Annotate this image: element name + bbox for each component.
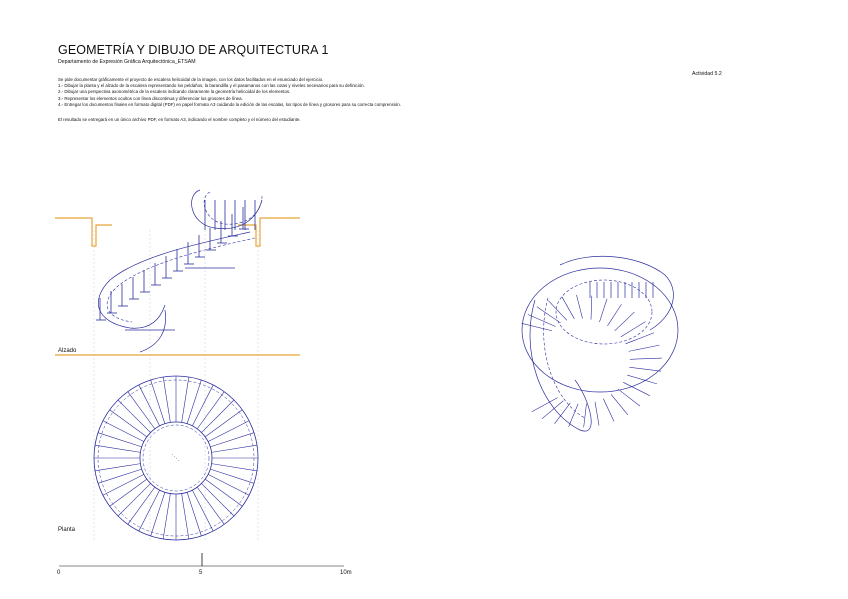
axo-tread — [577, 295, 583, 319]
axo-tread — [630, 358, 662, 359]
axo-tread — [591, 296, 592, 320]
axo-tread — [621, 322, 646, 337]
axo-tread — [618, 389, 640, 406]
plan-tread-line — [95, 445, 140, 452]
plan-tread-line — [103, 474, 144, 495]
plan-tread-line — [151, 492, 165, 536]
plan-tread-line — [98, 469, 142, 483]
scale-label-10: 10m — [340, 570, 352, 576]
axo-tread — [562, 297, 575, 319]
axo-tread — [626, 333, 654, 344]
axo-tread — [569, 404, 579, 427]
plan-tread-line — [95, 464, 140, 471]
sheet-subtitle: Departamento de Expresión Gráfica Arquitectónica_ETSAM — [58, 59, 196, 65]
plan-label: Planta — [58, 527, 76, 533]
axo-tread — [528, 314, 556, 326]
stringer-curve — [140, 310, 166, 352]
instruction-line: 1.- Dibujar la planta y el alzado de la escalera representando los peldaños, la barandilla y el pasamanos con las cotas y niveles necesarios para su definición. — [58, 83, 365, 89]
axo-tread — [603, 399, 614, 422]
activity-label: Actividad 5.2 — [692, 71, 722, 77]
elevation-view — [55, 190, 300, 540]
stringer-curve — [98, 232, 250, 328]
footnote: El resultado se entregará en un único archivo PDF, en formato A3, indicando el nombre completo y el número del estudiante. — [58, 117, 301, 122]
stringer-curve-hidden — [204, 192, 262, 224]
scale-label-0: 0 — [57, 570, 61, 576]
plan-tread-line — [212, 464, 257, 471]
plan-tread-line — [187, 380, 201, 424]
axo-tread — [584, 403, 587, 427]
plan-tread-line — [98, 433, 142, 447]
plan-tread-line — [208, 474, 249, 495]
instruction-line: 3.- Representar los elementos ocultos con línea discontinua y diferenciar los grosores de línea. — [58, 95, 243, 101]
plan-tread-line — [103, 421, 144, 442]
plan-tread-line — [163, 377, 170, 422]
plan-tread-line — [210, 433, 254, 447]
plan-tread-line — [151, 380, 165, 424]
sheet-title: GEOMETRÍA Y DIBUJO DE ARQUITECTURA 1 — [58, 43, 329, 57]
instruction-line: 2.- Dibujar una perspectiva axonométrica de la escalera indicando claramente la geometría helicoidal de los elementos. — [58, 89, 291, 95]
axo-tread — [629, 367, 661, 371]
axo-tread — [522, 323, 552, 330]
plan-tread-line — [182, 494, 189, 539]
instruction-line: 4.- Entregar los documentos finales en formato digital (PDF) en papel formato A3 cuidando la edición de las escalas, los tipos de línea y grosores para su correcta comprensión. — [58, 101, 401, 107]
plan-view — [94, 376, 258, 540]
axo-tread — [623, 382, 650, 395]
stringer-curve-hidden — [107, 238, 255, 322]
axo-tread — [607, 304, 621, 326]
scale-bar — [59, 553, 344, 566]
axo-tread — [537, 307, 561, 323]
axo-tread — [532, 398, 558, 412]
axo-outer-shell — [522, 268, 678, 392]
axo-tread — [599, 299, 607, 322]
elevation-label: Alzado — [58, 348, 77, 354]
plan-tread-line — [163, 494, 170, 539]
plan-inner-ring — [140, 422, 212, 494]
plan-tread-line — [208, 421, 249, 442]
axo-tread — [615, 312, 635, 331]
instruction-line: Se pide documentar gráficamente el proyecto de escalera helicoidal de la imagen, con los datos facilitados en el enunciado del ejercicio. — [58, 77, 324, 82]
plan-tread-line — [182, 377, 189, 422]
plan-tread-line — [192, 490, 213, 531]
axo-upper-rail — [560, 256, 673, 330]
plan-inner-rail-ring — [143, 425, 209, 491]
plan-tread-line — [139, 490, 160, 531]
plan-tread-line — [187, 492, 201, 536]
scale-label-5: 5 — [199, 570, 203, 576]
axo-helix-edge-hidden — [544, 298, 585, 418]
axo-tread — [611, 394, 628, 414]
upper-slab-left — [55, 218, 112, 246]
plan-center-mark — [172, 454, 180, 462]
stringer-curve — [192, 190, 262, 229]
axonometric-view — [522, 256, 678, 431]
plan-tread-line — [192, 385, 213, 426]
axo-tread — [629, 345, 660, 351]
plan-tread-line — [210, 469, 254, 483]
axo-tread — [595, 402, 599, 426]
plan-tread-line — [212, 445, 257, 452]
plan-tread-line — [139, 385, 160, 426]
